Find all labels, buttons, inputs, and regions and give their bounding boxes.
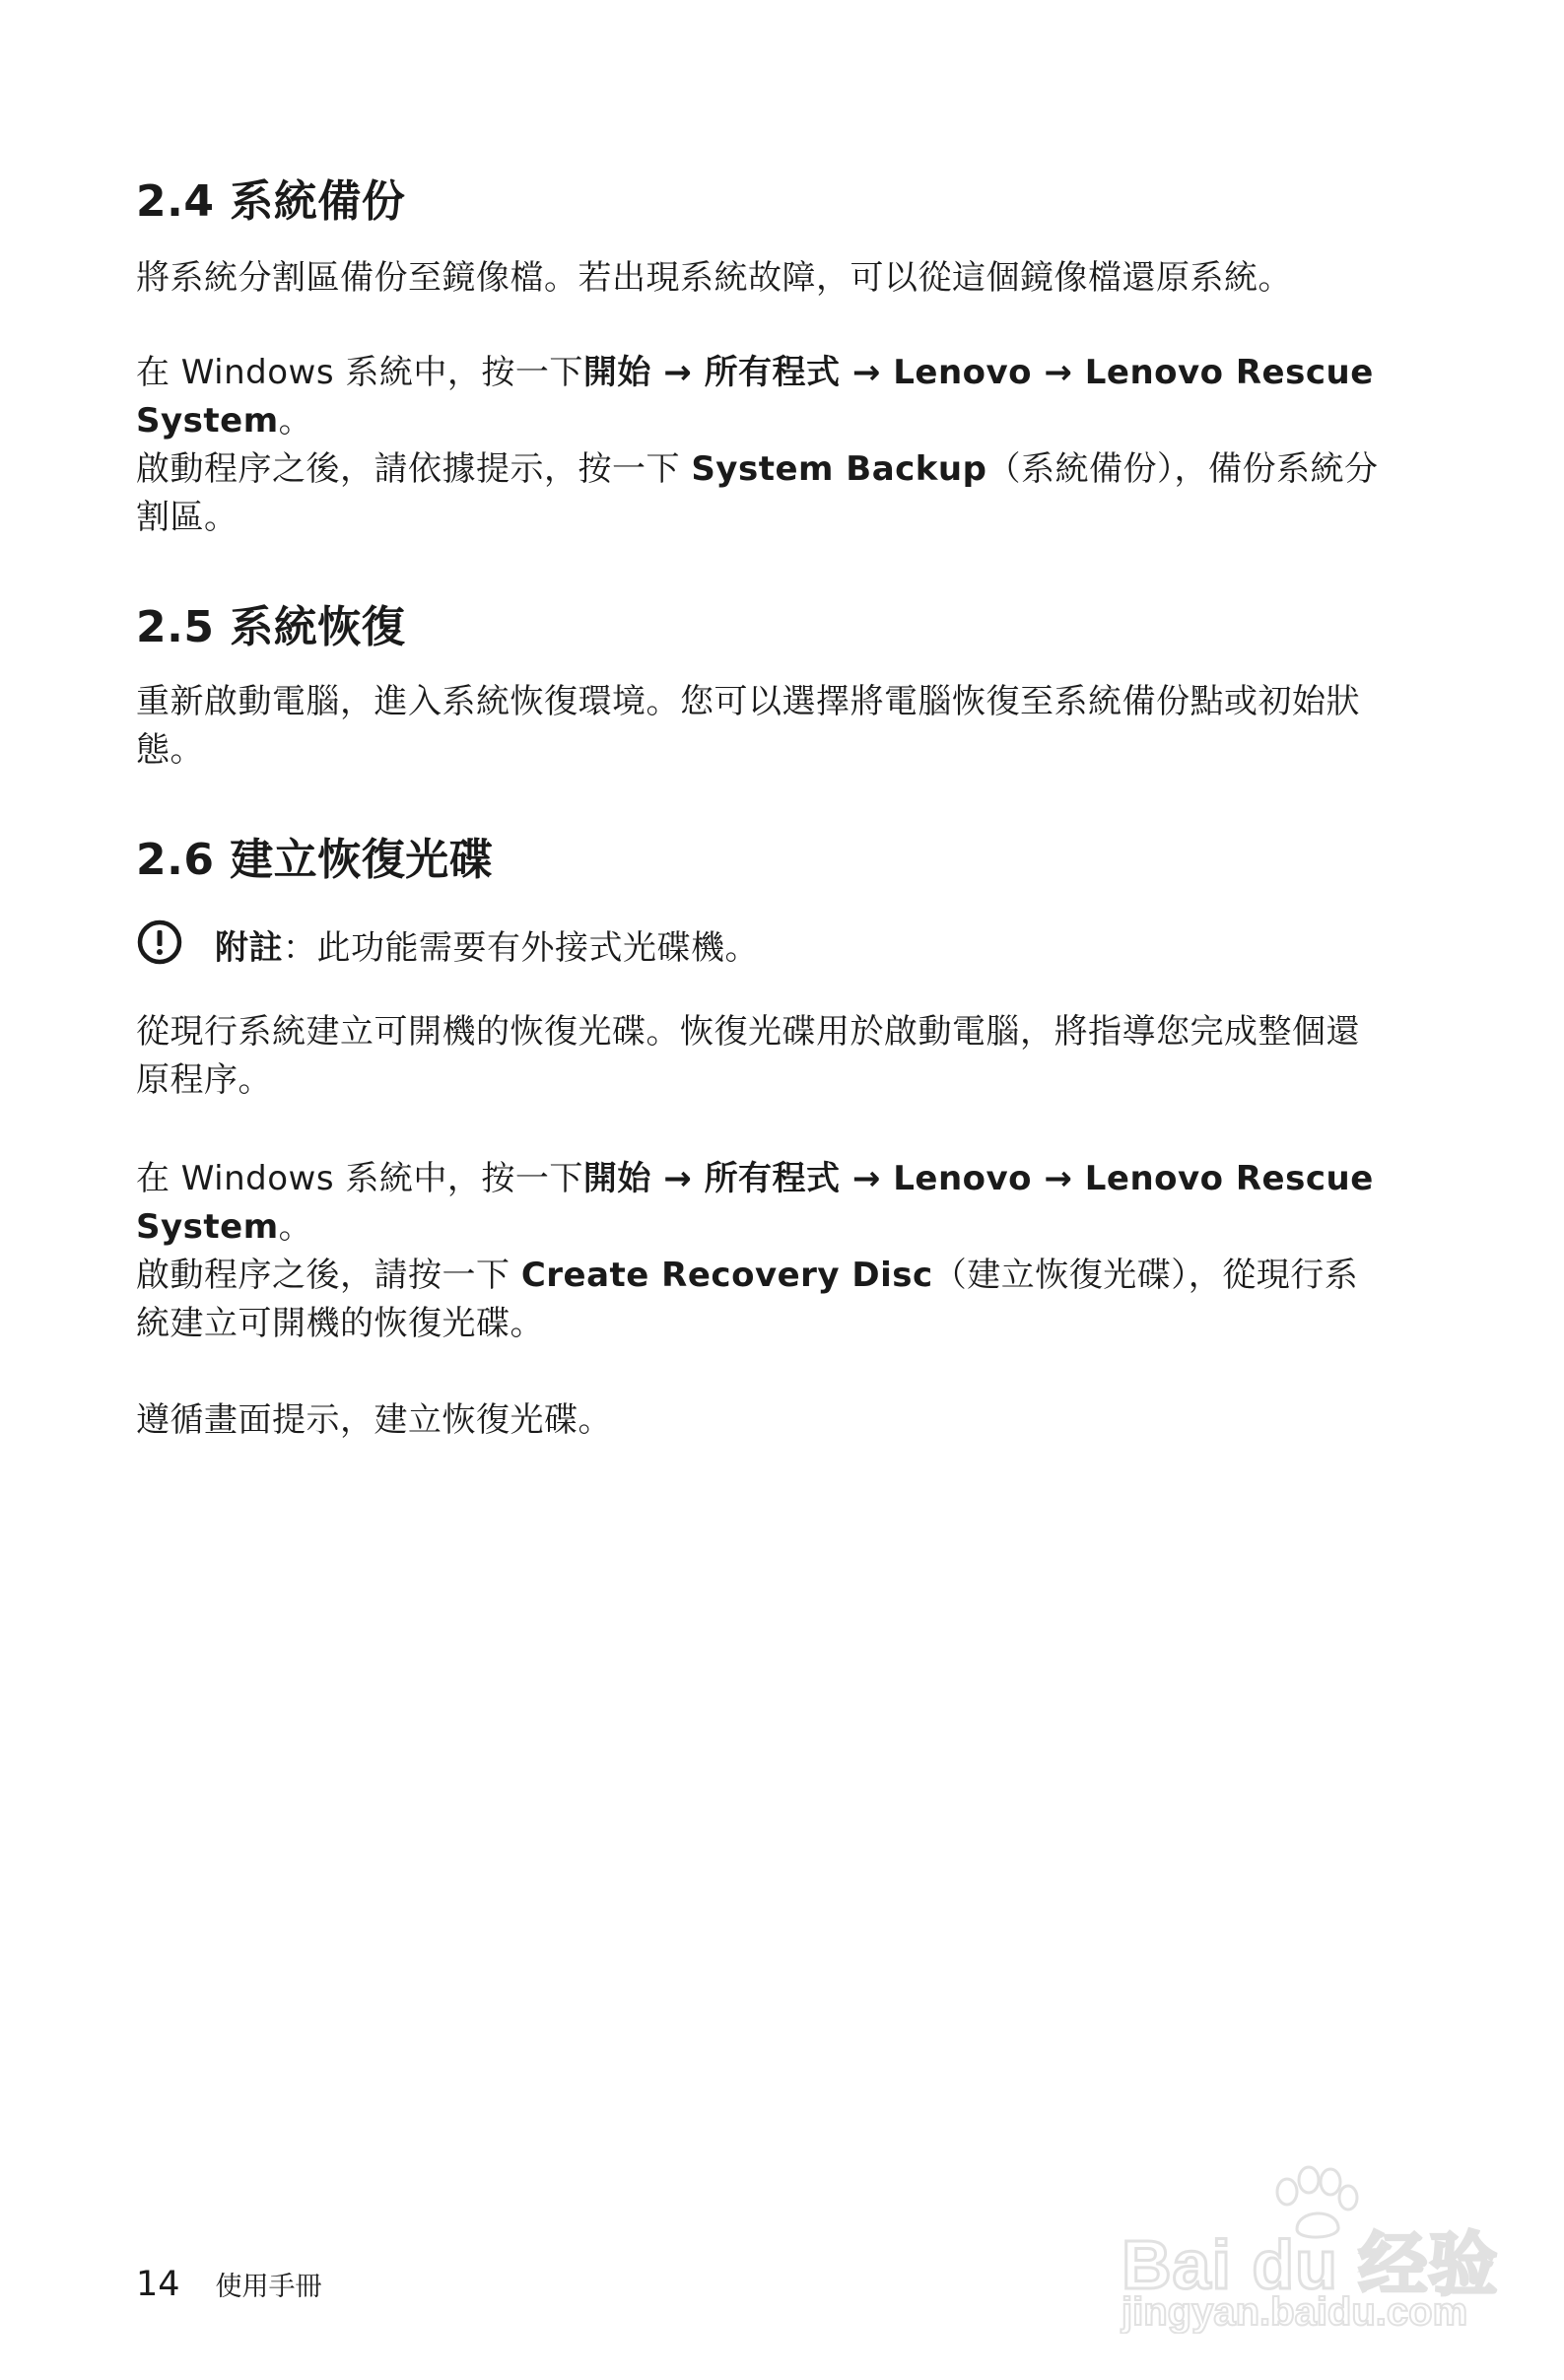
- path-arrow: →: [1032, 353, 1085, 392]
- path-all-programs: 所有程式: [704, 353, 841, 392]
- page-number: 14: [136, 2265, 180, 2304]
- section-2-4-instructions: [136, 445, 1388, 542]
- baidu-watermark: [1112, 2160, 1499, 2338]
- instr-create-recovery-disc: Create Recovery Disc: [520, 1256, 933, 1295]
- path-suffix: 。: [278, 401, 313, 441]
- watermark-logo-text: Bai du 经验: [1122, 2226, 1499, 2303]
- path-suffix: 。: [278, 1207, 313, 1247]
- path-all-programs: 所有程式: [704, 1159, 841, 1198]
- path-arrow: →: [650, 1159, 705, 1198]
- path-start: 開始: [582, 353, 651, 392]
- path-lenovo: Lenovo: [893, 353, 1033, 392]
- path-arrow: →: [840, 353, 894, 392]
- path-prefix: 在 Windows 系統中，按一下: [136, 353, 583, 392]
- instr-suffix: （建立恢復光碟），從現行系統建立可開機的恢復光碟。: [136, 1256, 1359, 1343]
- path-start: 開始: [582, 1159, 651, 1198]
- footer-label: 使用手冊: [215, 2272, 322, 2302]
- instr-prefix: 啟動程序之後，請按一下: [136, 1256, 521, 1295]
- exclamation-circle-icon: [136, 918, 183, 966]
- section-2-4-menu-path: [136, 349, 1388, 445]
- section-2-5-intro: 重新啟動電腦，進入系統恢復環境。您可以選擇將電腦恢復至系統備份點或初始狀態。: [136, 682, 1360, 770]
- watermark-url: jingyan.baidu.com: [1122, 2290, 1468, 2334]
- note-text: ：此功能需要有外接式光碟機。: [283, 928, 759, 968]
- section-2-6-intro: 從現行系統建立可開機的恢復光碟。恢復光碟用於啟動電腦，將指導您完成整個還原程序。: [136, 1012, 1360, 1100]
- section-heading-2-4: 2.4 系統備份: [136, 176, 406, 227]
- path-arrow: →: [1032, 1159, 1085, 1198]
- path-arrow: →: [650, 353, 705, 392]
- section-heading-2-5: 2.5 系統恢復: [136, 602, 406, 652]
- instr-suffix: （系統備份），備份系統分割區。: [136, 449, 1379, 537]
- page-footer: [136, 2265, 322, 2304]
- path-lenovo: Lenovo: [893, 1159, 1033, 1198]
- section-2-4-intro: 將系統分割區備份至鏡像檔。若出現系統故障，可以從這個鏡像檔還原系統。: [136, 258, 1292, 298]
- section-heading-2-6: 2.6 建立恢復光碟: [136, 835, 494, 885]
- path-arrow: →: [840, 1159, 894, 1198]
- instr-system-backup: System Backup: [691, 449, 987, 489]
- path-prefix: 在 Windows 系統中，按一下: [136, 1159, 583, 1198]
- instr-prefix: 啟動程序之後，請依據提示，按一下: [136, 449, 692, 489]
- section-2-6-menu-path: [136, 1155, 1388, 1252]
- note-line: [215, 924, 759, 973]
- section-2-6-final-step: 遵循畫面提示，建立恢復光碟。: [136, 1400, 612, 1440]
- note-label: 附註: [215, 928, 283, 968]
- path-rescue-system: Lenovo Rescue System: [136, 353, 1374, 441]
- section-2-6-instructions: [136, 1252, 1388, 1348]
- path-rescue-system: Lenovo Rescue System: [136, 1159, 1374, 1247]
